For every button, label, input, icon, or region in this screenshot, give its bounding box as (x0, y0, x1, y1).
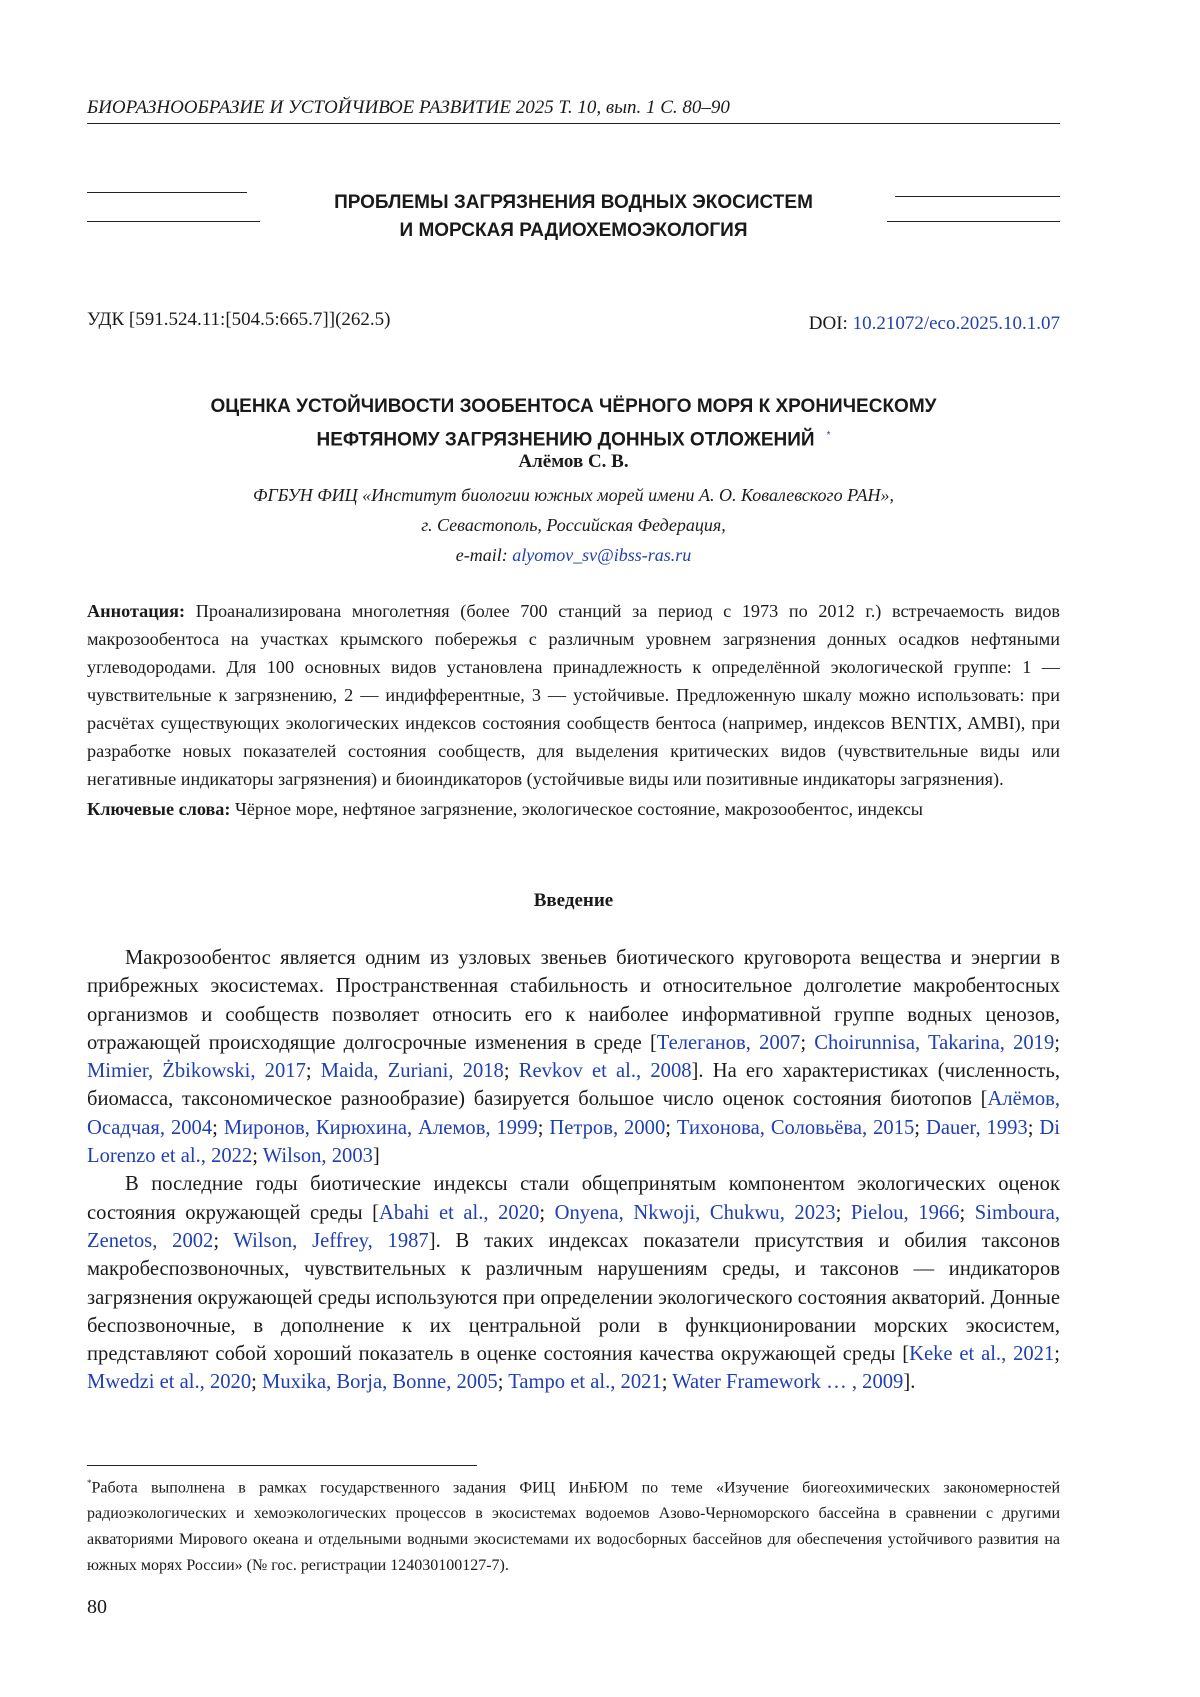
citation-link[interactable]: Pielou, 1966 (850, 1201, 960, 1224)
citation-link[interactable]: Mwedzi et al., 2020 (87, 1371, 252, 1394)
abstract (87, 597, 1060, 823)
affiliation-city: г. Севастополь, Российская Федерация, (421, 515, 726, 535)
citation-link[interactable]: Choirunnisa, Takarina, 2019 (814, 1031, 1055, 1054)
article-title-line1: ОЦЕНКА УСТОЙЧИВОСТИ ЗООБЕНТОСА ЧЁРНОГО МОРЯ К ХРОНИЧЕСКОМУ (210, 396, 937, 417)
section-title-line1: ПРОБЛЕМЫ ЗАГРЯЗНЕНИЯ ВОДНЫХ ЭКОСИСТЕМ (334, 192, 813, 213)
citation-link[interactable]: Di Lorenzo et al., 2022 (87, 1116, 1060, 1168)
citation-link[interactable]: Onyena, Nkwoji, Chukwu, 2023 (554, 1201, 836, 1224)
doi-label: DOI: (808, 313, 848, 334)
footnote-text: Работа выполнена в рамках государственного задания ФИЦ ИнБЮМ по теме «Изучение биогеохимических закономерностей радиоэкологических и хемоэкологических процессов в экосистемах водоемов Азово-Черноморского бассейна в сравнении с другими акваториями Мирового океана и отдельными водными экосистемами их водосборных бассейнов для обеспечения устойчивого развития на южных морях России» (№ гос. регистрации 124030100127-7). (87, 1479, 1060, 1575)
section-title-line2: И МОРСКАЯ РАДИОХЕМОЭКОЛОГИЯ (399, 220, 748, 241)
intro-heading: Введение (533, 890, 614, 911)
paragraph-1: Макрозообентос является одним из узловых звеньев биотического круговорота вещества и энергии в прибрежных экосистемах. Пространственная стабильность и относительное долголетие макробентосных организмов и сообществ позволяет относить его к наиболее информативной группе водных ценозов, отражающей происходящие долгосрочные изменения в среде [Телеганов, 2007; Choirunnisa, Takarina, 2019; Mimier, Żbikowski, 2017; Maida, Zuriani, 2018; Revkov et al., 2008]. На его характеристиках (численность, биомасса, таксономическое разнообразие) базируется большое число оценок состояния биотопов [Алёмов, Осадчая, 2004; Миронов, Кирюхина, Алемов, 1999; Петров, 2000; Тихонова, Соловьёва, 2015; Dauer, 1993; Di Lorenzo et al., 2022; Wilson, 2003] (87, 947, 1061, 1168)
p1-text-1: Макрозообентос является одним из узловых звеньев биотического круговорота вещества и энергии в прибрежных экосистемах. Пространственная стабильность и относительное долголетие макробентосных организмов и сообществ позволяет относить его к наиболее информативной группе водных ценозов, отражающей происходящие долгосрочные изменения в среде [ (87, 947, 1060, 1054)
article-title-line2 (87, 421, 1060, 454)
citation-link[interactable]: Muxika, Borja, Bonne, 2005 (262, 1371, 498, 1394)
email-link[interactable]: alyomov_sv@ibss-ras.ru (512, 545, 692, 565)
body-text (87, 944, 1060, 1397)
affiliation-email-line (87, 540, 1060, 570)
p2-text-2: ]. В таких индексах показатели присутствия и обилия таксонов макробеспозвоночных, чувствительных к различным нарушениям среды, и таксонов — индикаторов загрязнения окружающей среды используются при определении экологического состояния акваторий. Донные беспозвоночные, в дополнение к их центральной роли в функционировании морских экосистем, представляют собой хороший показатель в оценке состояния качества окружающей среды [ (87, 1229, 1060, 1366)
citation-link[interactable]: Simboura, Zenetos, 2002 (87, 1201, 1061, 1252)
keywords-label: Ключевые слова: (87, 799, 231, 819)
abstract-text: Проанализирована многолетняя (более 700 станций за период с 1973 по 2012 г.) встречаемость видов макрозообентоса на участках крымского побережья с различным уровнем загрязнения донных осадков нефтяными углеводородами. Для 100 основных видов установлена принадлежность к определённой экологической группе: 1 — чувствительные к загрязнению, 2 — индифферентные, 3 — устойчивые. Предложенную шкалу можно использовать: при расчётах существующих экологических индексов состояния сообществ бентоса (например, индексов BENTIX, AMBI), при разработке новых показателей состояния сообществ, для выделения критических видов (чувствительные виды или негативные индикаторы загрязнения) и биоиндикаторов (устойчивые виды или позитивные индикаторы загрязнения). (87, 601, 1061, 789)
doi (809, 313, 1060, 335)
section-heading (87, 189, 1060, 245)
citation-link[interactable]: Wilson, Jeffrey, 1987 (233, 1229, 429, 1252)
p2-text-3: ]. (903, 1371, 916, 1394)
affiliation-org: ФГБУН ФИЦ «Институт биологии южных морей имени А. О. Ковалевского РАН», (252, 485, 894, 505)
citation-link[interactable]: Water Framework … , 2009 (672, 1371, 904, 1394)
citation-link[interactable]: Maida, Zuriani, 2018 (320, 1060, 504, 1083)
citation-link[interactable]: Wilson, 2003 (262, 1145, 373, 1168)
citation-link[interactable]: Алёмов, Осадчая, 2004 (87, 1088, 1060, 1139)
paragraph-2: В последние годы биотические индексы стали общепринятым компонентом экологических оценок состояния окружающей среды [Abahi et al., 2020; Onyena, Nkwoji, Chukwu, 2023; Pielou, 1966; Simboura, Zenetos, 2002; Wilson, Jeffrey, 1987]. В таких индексах показатели присутствия и обилия таксонов макробеспозвоночных, чувствительных к различным нарушениям среды, и таксонов — индикаторов загрязнения окружающей среды используются при определении экологического состояния акваторий. Донные беспозвоночные, в дополнение к их центральной роли в функционировании морских экосистем, представляют собой хороший показатель в оценке состояния качества окружающей среды [Keke et al., 2021; Mwedzi et al., 2020; Muxika, Borja, Bonne, 2005; Tampo et al., 2021; Water Framework … , 2009]. (87, 1173, 1061, 1394)
keywords (87, 795, 1060, 823)
abstract-paragraph (87, 597, 1060, 793)
citation-link[interactable]: Tampo et al., 2021 (508, 1371, 662, 1394)
citation-link[interactable]: Revkov et al., 2008 (518, 1060, 692, 1083)
citation-link[interactable]: Телеганов, 2007 (656, 1031, 801, 1054)
citation-link[interactable]: Тихонова, Соловьёва, 2015 (676, 1116, 915, 1139)
footnote (87, 1470, 1060, 1579)
affiliation (87, 480, 1060, 570)
citation-link[interactable]: Mimier, Żbikowski, 2017 (87, 1060, 306, 1083)
author: Алёмов С. В. (518, 451, 629, 472)
section-title (87, 189, 1060, 245)
citation-link[interactable]: Dauer, 1993 (925, 1116, 1028, 1139)
email-label: e-mail: (455, 545, 508, 565)
keywords-text: Чёрное море, нефтяное загрязнение, экологическое состояние, макрозообентос, индексы (235, 799, 924, 819)
abstract-label: Аннотация: (87, 601, 186, 621)
udc-code: УДК [591.524.11:[504.5:665.7]](262.5) (87, 309, 391, 330)
citation-link[interactable]: Abahi et al., 2020 (379, 1201, 540, 1224)
citation-link[interactable]: Миронов, Кирюхина, Алемов, 1999 (223, 1116, 538, 1139)
footnote-mark: * (87, 1478, 92, 1488)
doi-link[interactable]: 10.21072/eco.2025.10.1.07 (852, 313, 1060, 334)
article-title-line2-text: НЕФТЯНОМУ ЗАГРЯЗНЕНИЮ ДОННЫХ ОТЛОЖЕНИЙ (316, 429, 815, 451)
citation-link[interactable]: Петров, 2000 (549, 1116, 666, 1139)
p1-text-2: ]. На его характеристиках (численность, биомасса, таксономическое разнообразие) базируется большое число оценок состояния биотопов [ (87, 1060, 1061, 1111)
p2-text-1: В последние годы биотические индексы стали общепринятым компонентом экологических оценок состояния окружающей среды [ (87, 1173, 1060, 1224)
p1-text-3: ] (372, 1145, 380, 1168)
citation-link[interactable]: Keke et al., 2021 (909, 1343, 1055, 1366)
article-title (87, 392, 1060, 454)
title-footnote-mark[interactable]: * (826, 430, 831, 441)
running-head: БИОРАЗНООБРАЗИЕ И УСТОЙЧИВОЕ РАЗВИТИЕ 2025 Т. 10, вып. 1 С. 80–90 (87, 97, 1060, 124)
page-number: 80 (87, 1596, 107, 1618)
footnote-rule (87, 1465, 477, 1466)
